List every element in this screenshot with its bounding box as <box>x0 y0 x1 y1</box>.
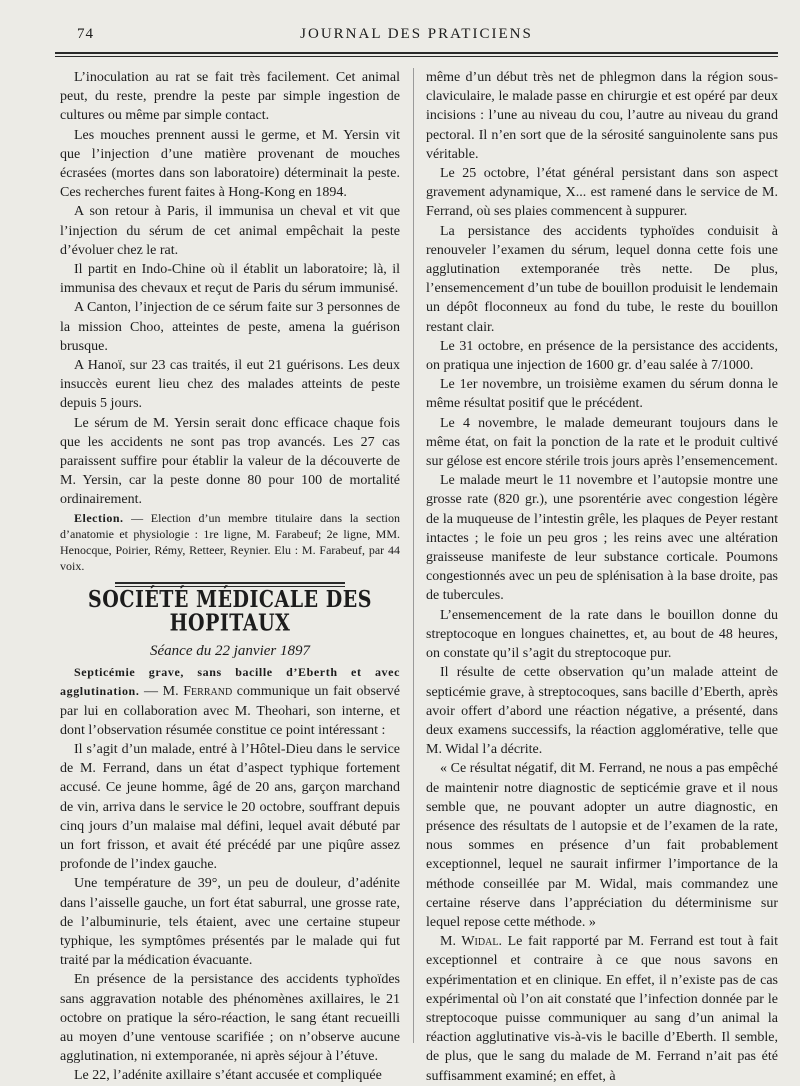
paragraph: L’ensemencement de la rate dans le bouillon donne du streptocoque en longues chainettes, et, au bout de 48 heures, on constate qu’il s’agit du streptocoque pur. <box>426 607 778 662</box>
case-intro <box>60 663 400 740</box>
section-rule <box>115 582 345 584</box>
column-divider <box>413 68 414 1043</box>
widal-name: M. Widal <box>440 934 499 950</box>
election-label: Election. <box>74 510 124 525</box>
election-notice <box>60 510 400 575</box>
seance-date: Séance du 22 janvier 1897 <box>150 642 310 659</box>
paragraph: Il résulte de cette observation qu’un malade atteint de septicémie grave, à streptocoques, sans bacille d’Eberth, après avoir offert d’abord une réaction négative, a présenté, dans deux examens successifs, la réaction agglomérative, telle que M. Widal l’a décrite. <box>426 665 778 758</box>
paragraph: A son retour à Paris, il immunisa un cheval et vit que l’injection du sérum de cet animal empêchait la peste d’évoluer chez le rat. <box>60 204 400 258</box>
paragraph: même d’un début très net de phlegmon dans la région sous-claviculaire, le malade passe en chirurgie et est opéré par deux incisions : l’une au niveau du cou, l’autre au niveau du grand pectoral. Il n’en sort que de la sérosité sanguinolente sans pus véritable. <box>426 70 778 162</box>
paragraph: Le 1er novembre, un troisième examen du sérum donna le même résultat positif que le précédent. <box>426 377 778 412</box>
paragraph: Il s’agit d’un malade, entré à l’Hôtel-Dieu dans le service de M. Ferrand, dans un état d’aspect typhique fortement accusé. Ce jeune homme, âgé de 20 ans, garçon marchand de vin, arriva dans le service le 20 octobre, souffrant depuis cinq jours d’un malaise mal défini, lequel avait débuté par un fort frisson, et avait été précédé par une piqûre assez profonde de l’index gauche. <box>60 741 400 873</box>
paragraph: « Ce résultat négatif, dit M. Ferrand, ne nous a pas empêché de maintenir notre diagnostic de septicémie grave et il nous semble que, ne pouvant adopter un autre diagnostic, en présence des résultats de l autopsie et de l’examen de la rate, nous sommes en présence d’un fait probablement exceptionnel, lequel ne saurait infirmer l’importance de la méthode conseillée par M. Widal, mais commandez une certaine réserve dans l’appréciation du déterminisme sur lequel repose cette méthode. » <box>426 761 778 930</box>
case-intro-before: — M. <box>139 684 184 700</box>
paragraph: Il partit en Indo-Chine où il établit un laboratoire; là, il immunisa des chevaux et reçut de Paris du sérum immunisé. <box>60 262 400 297</box>
paragraph: La persistance des accidents typhoïdes conduisit à renouveler l’examen du sérum, lequel donna cette fois une agglutination extemporanée très nette. De plus, l’ensemencement d’un tube de bouillon produisit le lendemain un dépôt floconneux au fond du tube, le reste du bouillon restant clair. <box>426 223 778 335</box>
case-title: Septicémie grave, sans bacille d’Eberth et avec agglutination. <box>60 665 400 699</box>
paragraph: Les mouches prennent aussi le germe, et M. Yersin vit que l’injection d’une matière provenant de mouches écrasées (mortes dans son laboratoire) déterminait la peste. Ces recherches furent faites à Hong-Kong en 1894. <box>60 127 400 201</box>
case-intro-after: communique un fait observé par lui en collaboration avec M. Theohari, son interne, et dont l’observation résumée constitue ce point intéressant : <box>60 684 400 738</box>
paragraph: A Hanoï, sur 23 cas traités, il eut 21 guérisons. Les deux insuccès eurent lieu chez des malades atteints de peste depuis 5 jours. <box>60 358 400 412</box>
society-title: SOCIÉTÉ MÉDICALE DES HOPITAUX <box>88 586 372 638</box>
right-column <box>426 68 778 1084</box>
paragraph: Le 31 octobre, en présence de la persistance des accidents, on pratiqua une injection de 1600 gr. d’eau salée à 7/1000. <box>426 338 778 374</box>
running-title: JOURNAL DES PRATICIENS <box>300 26 533 42</box>
paragraph: Le sérum de M. Yersin serait donc efficace chaque fois que les accidents ne sont pas trop avancés. Les 27 cas paraissent suffire pour établir la valeur de la découverte de M. Yersin, car la peste donne 80 pour 100 de mortalité ordinairement. <box>60 415 400 508</box>
paragraph: Le 25 octobre, l’état général persistant dans son aspect gravement adynamique, X... est ramené dans le service de M. Ferrand, où ses plaies commencent à suppurer. <box>426 166 778 220</box>
paragraph: Une température de 39°, un peu de douleur, d’adénite dans l’aisselle gauche, un fort état saburral, une grosse rate, de l’albuminurie, tels étaient, avec une certaine stupeur typhique, les symptômes présentés par le malade qui fut traité par la médication évacuante. <box>60 876 400 969</box>
paragraph: En présence de la persistance des accidents typhoïdes sans aggravation notable des phénomènes axillaires, le 21 octobre on pratique la séro-réaction, le sang étant recueilli au moyen d’une ventouse scarifiée ; on n’observe aucune agglutination, ni extemporanée, ni après séjour à l’étuve. <box>60 972 400 1065</box>
widal-text: . Le fait rapporté par M. Ferrand est tout à fait exceptionnel et contraire à ce que nous savons en expérimentation et en clinique. En effet, il n’existe pas de cas expérimental où l’on ait constaté que l’infection donnée par le streptocoque puisse communiquer au sang d’un animal la réaction agglutinative vis-à-vis le bacille d’Eberth. Il semble, de plus, que le sang du malade de M. Ferrand n’ait pas été suffisamment examiné; en effet, à <box>426 934 778 1084</box>
widal-paragraph <box>426 932 778 1086</box>
paragraph: Le 4 novembre, le malade demeurant toujours dans le même état, on fait la ponction de la rate et le produit cultivé sur gélose est encore stérile trois jours après l’ensemencement. <box>426 415 778 470</box>
paragraph: L’inoculation au rat se fait très facilement. Cet animal peut, du reste, prendre la peste par simple ingestion de cultures ou même par simple contact. <box>60 70 400 124</box>
paragraph: Le 22, l’adénite axillaire s’étant accusée et compliquée <box>74 1068 382 1084</box>
header-rule-thin <box>55 56 778 57</box>
election-text: — Election d’un membre titulaire dans la section d’anatomie et physiologie : 1re ligne, M. Farabeuf; 2e ligne, MM. Henocque, Poirier, Rémy, Retteer, Reynier. Elu : M. Farabeuf, par 44 voix. <box>60 510 400 574</box>
page-number: 74 <box>77 26 94 42</box>
page-header <box>55 20 778 50</box>
left-column <box>60 68 400 1084</box>
paragraph: Le malade meurt le 11 novembre et l’autopsie montre une grosse rate (820 gr.), une psorentérie avec congestion légère de la muqueuse de l’intestin grêle, les plaques de Peyer restant intactes ; le foie un peu gros ; les reins avec une altération graisseuse manifeste de leur substance corticale. Poumons congestionnés avec un peu de splénisation à la base droite, pas de tubercules. <box>426 473 778 604</box>
case-author: Ferrand <box>183 684 233 700</box>
paragraph: A Canton, l’injection de ce sérum faite sur 3 personnes de la mission Choo, atteintes de peste, amena la guérison brusque. <box>60 300 400 354</box>
header-rule <box>55 52 778 54</box>
